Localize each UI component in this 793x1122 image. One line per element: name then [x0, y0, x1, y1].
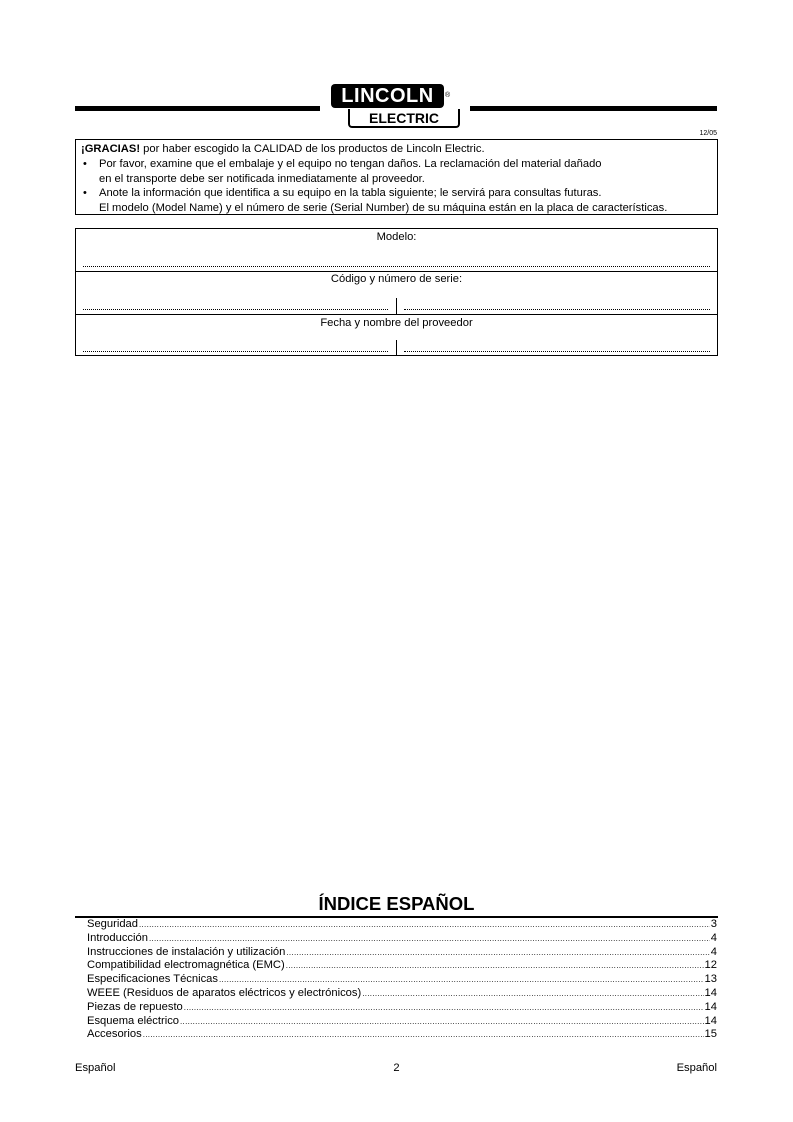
toc-entry-weee[interactable]	[87, 987, 717, 1001]
equipment-id-table	[75, 228, 718, 356]
revision-date: 12/05	[699, 130, 717, 137]
toc-leader	[149, 932, 710, 946]
toc-entry-title: Esquema eléctrico	[87, 1014, 180, 1027]
toc-entry-emc[interactable]	[87, 959, 717, 973]
bullet-record-line2: El modelo (Model Name) y el número de serie (Serial Number) de su máquina están en la placa de características.	[99, 202, 668, 215]
toc-leader	[219, 973, 704, 987]
toc-entry-title: Introducción	[87, 931, 148, 944]
serial-field-separator	[396, 298, 397, 314]
logo-lincoln-text: LINCOLN	[331, 84, 444, 108]
table-of-contents	[87, 918, 717, 1042]
footer-language-right: Español	[676, 1062, 717, 1074]
toc-leader	[362, 987, 703, 1001]
toc-leader	[143, 1028, 704, 1042]
lincoln-electric-logo	[331, 84, 461, 130]
toc-entry-esquema[interactable]	[87, 1015, 717, 1029]
toc-entry-title: Seguridad	[87, 918, 139, 930]
footer-language-left: Español	[75, 1062, 116, 1074]
toc-entry-piezas[interactable]	[87, 1001, 717, 1015]
thank-you-notice	[75, 139, 718, 215]
toc-entry-accesorios[interactable]	[87, 1028, 717, 1042]
toc-entry-page: 4	[710, 931, 717, 944]
toc-entry-instrucciones[interactable]	[87, 946, 717, 960]
supplier-field-separator	[396, 340, 397, 355]
toc-entry-page: 15	[704, 1028, 717, 1041]
supplier-row	[76, 315, 717, 355]
toc-entry-seguridad[interactable]	[87, 918, 717, 932]
serial-label: Código y número de serie:	[330, 273, 463, 285]
toc-entry-title: WEEE (Residuos de aparatos eléctricos y electrónicos)	[87, 986, 362, 999]
serial-row	[76, 271, 717, 315]
thanks-line	[81, 142, 712, 157]
toc-entry-page: 13	[704, 973, 717, 986]
toc-entry-title: Accesorios	[87, 1028, 142, 1041]
toc-leader	[139, 918, 710, 932]
toc-entry-title: Piezas de repuesto	[87, 1000, 183, 1013]
bullet-record-line1: • Anote la información que identifica a su equipo en la tabla siguiente; le servirá para consultas futuras.	[81, 186, 712, 201]
footer-page-number: 2	[393, 1062, 400, 1074]
toc-entry-page: 14	[704, 1000, 717, 1013]
serial-code-dotted-field	[83, 309, 388, 310]
index-title: ÍNDICE ESPAÑOL	[318, 893, 475, 914]
model-row	[76, 229, 717, 272]
toc-entry-page: 3	[710, 918, 717, 930]
serial-number-dotted-field	[404, 309, 710, 310]
toc-entry-introduccion[interactable]	[87, 932, 717, 946]
toc-leader	[286, 946, 709, 960]
toc-entry-page: 12	[704, 959, 717, 972]
toc-entry-title: Especificaciones Técnicas	[87, 973, 218, 986]
bullet-inspect-line1: • Por favor, examine que el embalaje y el equipo no tengan daños. La reclamación del material dañado	[81, 157, 712, 172]
supplier-label: Fecha y nombre del proveedor	[320, 317, 473, 329]
header-rule-left	[75, 106, 320, 111]
toc-entry-page: 14	[704, 986, 717, 999]
toc-entry-page: 14	[704, 1014, 717, 1027]
toc-entry-title: Instrucciones de instalación y utilización	[87, 945, 286, 958]
thanks-rest: por haber escogido la CALIDAD de los productos de Lincoln Electric.	[140, 143, 485, 155]
toc-leader	[184, 1001, 704, 1015]
logo-registered-mark: ®	[445, 92, 451, 99]
model-label: Modelo:	[376, 231, 417, 243]
toc-leader	[286, 959, 704, 973]
model-dotted-field	[83, 266, 710, 267]
header-rule-right	[470, 106, 717, 111]
bullet-inspect-line2: en el transporte debe ser notificada inmediatamente al proveedor.	[99, 172, 425, 185]
toc-entry-especificaciones[interactable]	[87, 973, 717, 987]
logo-electric-text: ELECTRIC	[348, 109, 460, 128]
toc-leader	[180, 1015, 704, 1029]
supplier-name-dotted-field	[404, 351, 710, 352]
toc-entry-page: 4	[710, 945, 717, 958]
supplier-date-dotted-field	[83, 351, 388, 352]
thanks-bold: ¡GRACIAS!	[81, 143, 141, 155]
toc-entry-title: Compatibilidad electromagnética (EMC)	[87, 959, 285, 972]
